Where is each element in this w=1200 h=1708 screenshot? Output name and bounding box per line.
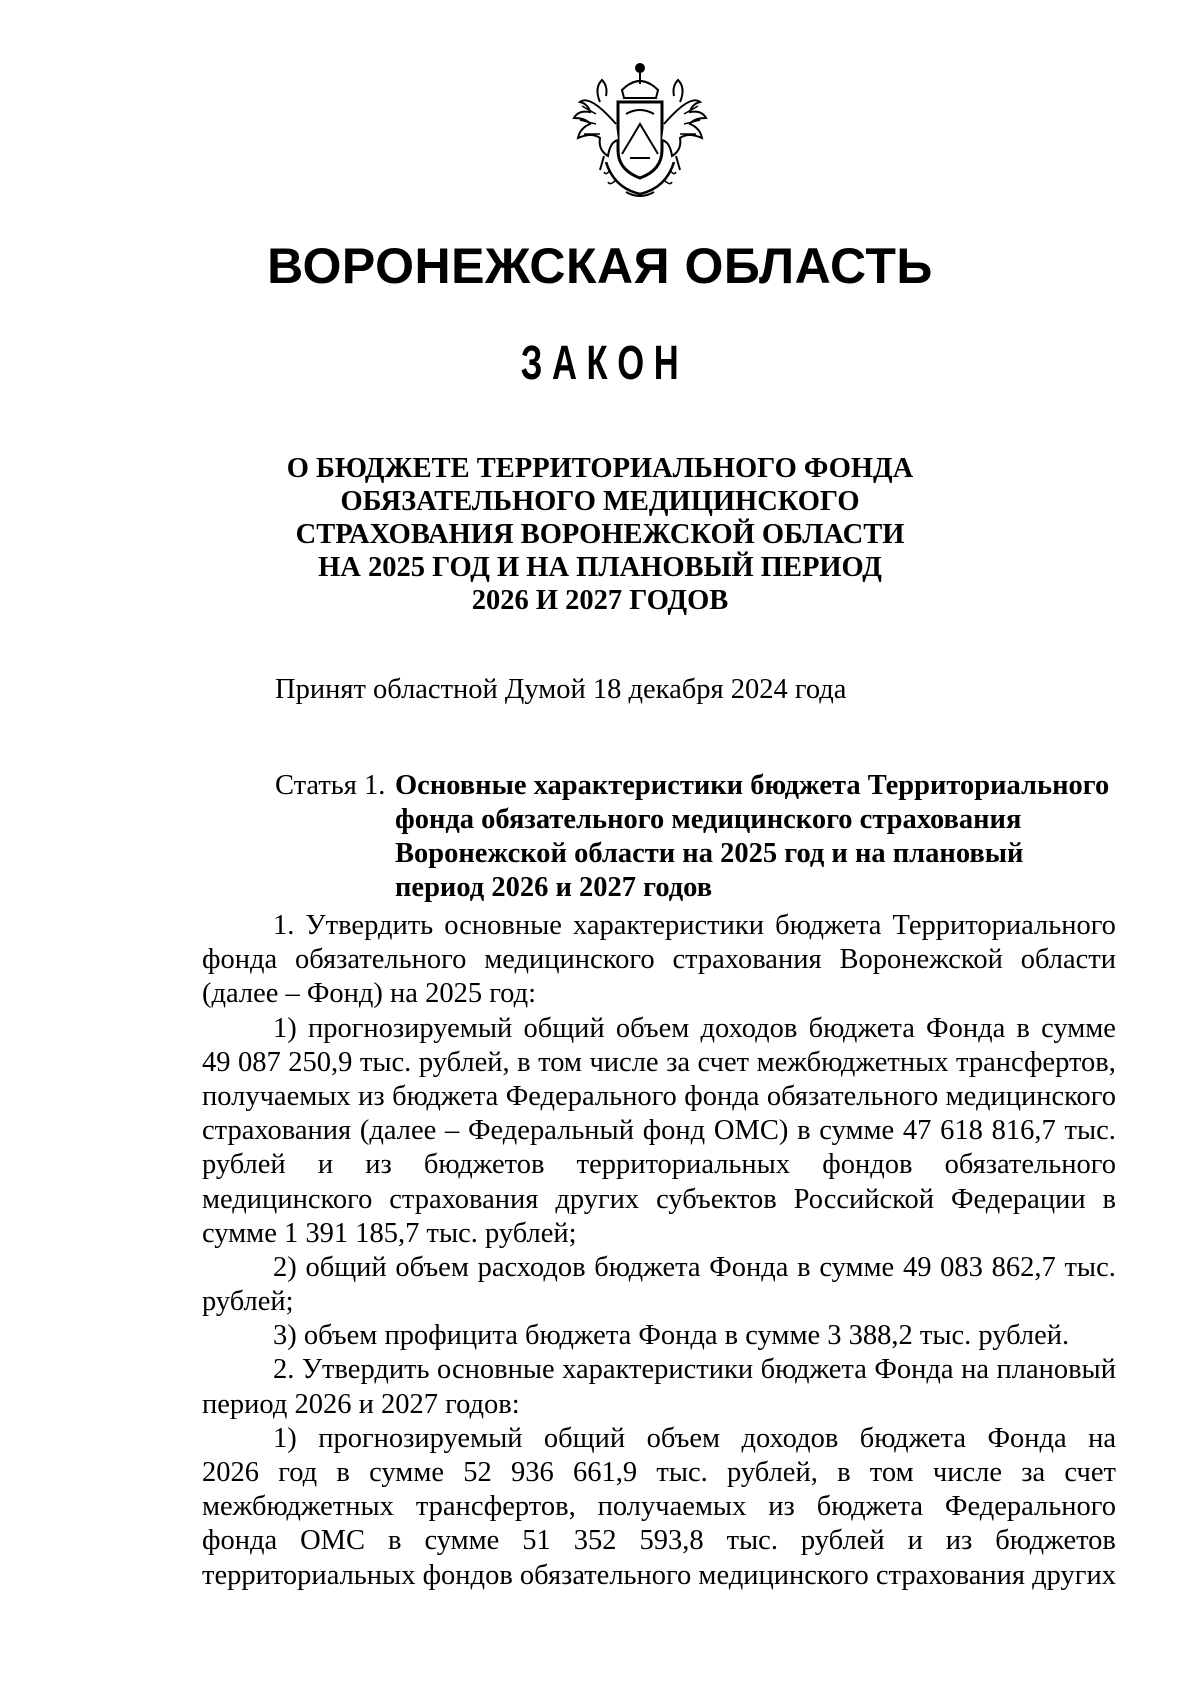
body-word: субъектов [656,1183,777,1215]
body-word: счет [1064,1457,1116,1488]
body-word: 1) [273,1422,297,1454]
law-title-line: ОБЯЗАТЕЛЬНОГО МЕДИЦИНСКОГО [340,486,860,517]
body-line: (далее – Фонд) на 2025 год: [202,978,537,1010]
body-line [202,1490,1116,1524]
body-word: области [1020,944,1116,976]
body-line [202,1046,1116,1080]
body-word: 661,9 [573,1457,638,1488]
body-word: межбюджетных [756,1046,949,1078]
document-type-heading [0,334,1200,394]
body-line [202,1012,1116,1046]
body-word: 250,9 [288,1046,353,1078]
body-word: плановый [996,1354,1116,1386]
body-word: том [869,1457,914,1488]
article-label: Статья 1. [275,770,386,801]
body-word: 49 [202,1046,231,1078]
body-word: фондов [422,1559,513,1591]
law-title-line: 2026 И 2027 ГОДОВ [471,585,729,616]
body-word: тыс. [656,1457,708,1488]
body-word: в [1102,1183,1116,1215]
body-word: бюджетов [423,1149,545,1181]
body-word: обязательного [294,944,467,976]
region-heading: ВОРОНЕЖСКАЯ ОБЛАСТЬ [267,238,933,294]
body-line [202,909,1116,943]
body-word: медицинского [484,944,655,976]
body-word: бюджета [392,1080,499,1112]
body-word: основные [437,1354,555,1386]
body-word: медицинского [202,1183,373,1215]
law-title-line: О БЮДЖЕТЕ ТЕРРИТОРИАЛЬНОГО ФОНДА [286,453,914,484]
body-word: фонда [684,1080,760,1112]
body-word: рублей [800,1525,885,1557]
body-line: 3) объем профицита бюджета Фонда в сумме 3 388,2 тыс. рублей. [273,1320,1070,1352]
body-word: обязательного [944,1149,1116,1181]
body-word: страхования [202,1115,352,1147]
body-word: страхования [672,944,822,976]
body-word: Утвердить [305,910,434,941]
body-word: 862,7 [991,1251,1056,1283]
body-word: сумме [1041,1012,1116,1044]
body-word: характеристики [573,910,764,941]
body-line: период 2026 и 2027 годов: [202,1388,520,1420]
body-word: 49 [902,1251,932,1283]
body-word: 2026 [202,1457,259,1488]
body-word: в [837,1457,851,1488]
body-word: бюджета [760,1354,867,1386]
body-word: фонд [642,1115,706,1147]
body-word: рублей, [727,1457,818,1488]
body-word: сумме [369,1457,445,1488]
article-title [395,769,1135,905]
body-word: 1) [273,1012,297,1044]
body-word: общий [305,1251,387,1283]
body-word: Территориального [892,910,1116,941]
body-word: – [445,1115,460,1147]
body-word: бюджета [594,1251,701,1283]
article-title-line: Воронежской области на 2025 год и на плановый [395,838,1024,869]
body-word: тыс. [1064,1251,1116,1283]
body-word: на [961,1354,989,1386]
body-word: трансфертов, [415,1491,576,1523]
body-word: в [797,1115,811,1147]
body-word: Фонда [926,1012,1006,1044]
body-word: сумме [424,1525,500,1557]
body-word: доходов [741,1422,839,1454]
body-word: 593,8 [639,1525,704,1557]
body-word: медицинского [698,1559,869,1591]
body-word: 618 [940,1115,983,1147]
adoption-note: Принят областной Думой 18 декабря 2024 года [275,674,847,705]
body-word: Федерации [950,1183,1086,1215]
document-type-text: З А К О Н [521,337,679,390]
body-word: из [365,1149,392,1181]
body-word: объем [646,1422,721,1454]
body-word: Фонда [709,1251,789,1283]
body-line: сумме 1 391 185,7 тыс. рублей; [202,1217,577,1249]
body-word: расходов [477,1251,586,1283]
body-word: том [538,1046,582,1078]
body-word: характеристики [562,1354,754,1386]
article-title-line: Основные характеристики бюджета Территориального [395,770,1110,801]
body-word: тыс. [359,1046,412,1078]
body-word: страхования [389,1183,539,1215]
body-word: в [517,1046,531,1078]
body-word: медицинского [945,1080,1116,1112]
body-word: ОМС) [713,1115,789,1147]
body-line [202,1148,1116,1182]
law-title-line: СТРАХОВАНИЯ ВОРОНЕЖСКОЙ ОБЛАСТИ [295,519,905,550]
body-word: страхования [875,1559,1026,1591]
body-word: числе [589,1046,659,1078]
body-word: Фонда [874,1354,954,1386]
body-word: прогнозируемый [318,1422,523,1454]
body-word: Утвердить [301,1354,430,1386]
body-word: фонда [202,1525,278,1557]
body-line: рублей; [202,1286,294,1318]
body-word: межбюджетных [202,1491,394,1523]
body-word: территориальных [576,1149,791,1181]
body-word: Воронежской [839,944,1003,976]
body-word: обязательного [766,1080,939,1112]
coat-of-arms-emblem [560,54,720,204]
body-word: ОМС [300,1525,366,1557]
body-word: других [555,1183,640,1215]
body-word: Российской [793,1183,935,1215]
body-word: доходов [700,1012,798,1044]
body-word: других [1032,1559,1116,1591]
body-word: в [336,1457,350,1488]
body-word: общий [543,1422,626,1454]
body-word: основные [444,910,562,941]
body-line [202,1456,1116,1490]
body-word: 52 [463,1457,492,1488]
body-line [202,1183,1116,1217]
body-word: числе [932,1457,1002,1488]
body-word: 352 [573,1525,617,1557]
body-word: Федерального [944,1491,1116,1523]
body-word: бюджета [859,1422,967,1454]
body-line [202,943,1116,977]
body-word: объем [615,1012,690,1044]
body-word: фонда [202,944,278,976]
body-word: получаемых [597,1491,747,1523]
body-line [202,1524,1116,1558]
body-word: на [1088,1422,1116,1454]
body-word: тыс. [1064,1115,1116,1147]
body-word: рублей, [418,1046,510,1078]
body-word: сумме [819,1251,895,1283]
body-word: Фонда [987,1422,1067,1454]
body-word: бюджета [808,1012,915,1044]
body-line [202,1353,1116,1387]
body-word: из [358,1080,385,1112]
body-word: из [768,1491,795,1523]
body-word: сумме [819,1115,895,1147]
body-word: трансфертов, [956,1046,1116,1078]
body-word: 087 [238,1046,281,1078]
body-word: бюджета [775,910,882,941]
body-word: в [388,1525,402,1557]
body-word: фондов [822,1149,913,1181]
body-word: Федеральный [468,1115,634,1147]
body-word: 2) [273,1251,297,1283]
body-word: 936 [511,1457,554,1488]
body-word: в [797,1251,811,1283]
body-word: территориальных [202,1559,416,1591]
body-word: (далее [359,1115,437,1147]
body-word: 083 [940,1251,983,1283]
body-line [202,1251,1116,1285]
article-body [202,909,1116,1593]
body-word: 816,7 [991,1115,1056,1147]
body-line [202,1559,1116,1593]
body-word: объем [395,1251,469,1283]
article-title-line: фонда обязательного медицинского страхования [395,804,1022,835]
body-word: получаемых [202,1080,351,1112]
body-word: 1. [273,910,295,941]
body-word: за [1021,1457,1046,1488]
body-word: 51 [522,1525,551,1557]
body-word: общий [523,1012,605,1044]
body-word: рублей [202,1149,286,1181]
body-word: и [907,1525,923,1557]
body-word: в [1016,1012,1030,1044]
body-word: бюджета [816,1491,923,1523]
body-line [202,1114,1116,1148]
body-word: прогнозируемый [307,1012,513,1044]
body-word: 2. [273,1354,295,1386]
body-word: за [666,1046,691,1078]
body-line [202,1080,1116,1114]
body-word: 47 [902,1115,932,1147]
law-title-line: НА 2025 ГОД И НА ПЛАНОВЫЙ ПЕРИОД [318,552,882,583]
body-word: счет [697,1046,750,1078]
body-word: и [317,1149,334,1181]
body-line [202,1422,1116,1456]
law-title [100,452,1100,617]
body-word: год [278,1457,318,1488]
body-word: из [945,1525,973,1557]
body-word: тыс. [726,1525,778,1557]
article-title-line: период 2026 и 2027 годов [395,872,713,903]
body-word: обязательного [519,1559,692,1591]
body-word: Федерального [505,1080,677,1112]
body-word: бюджетов [995,1525,1116,1557]
